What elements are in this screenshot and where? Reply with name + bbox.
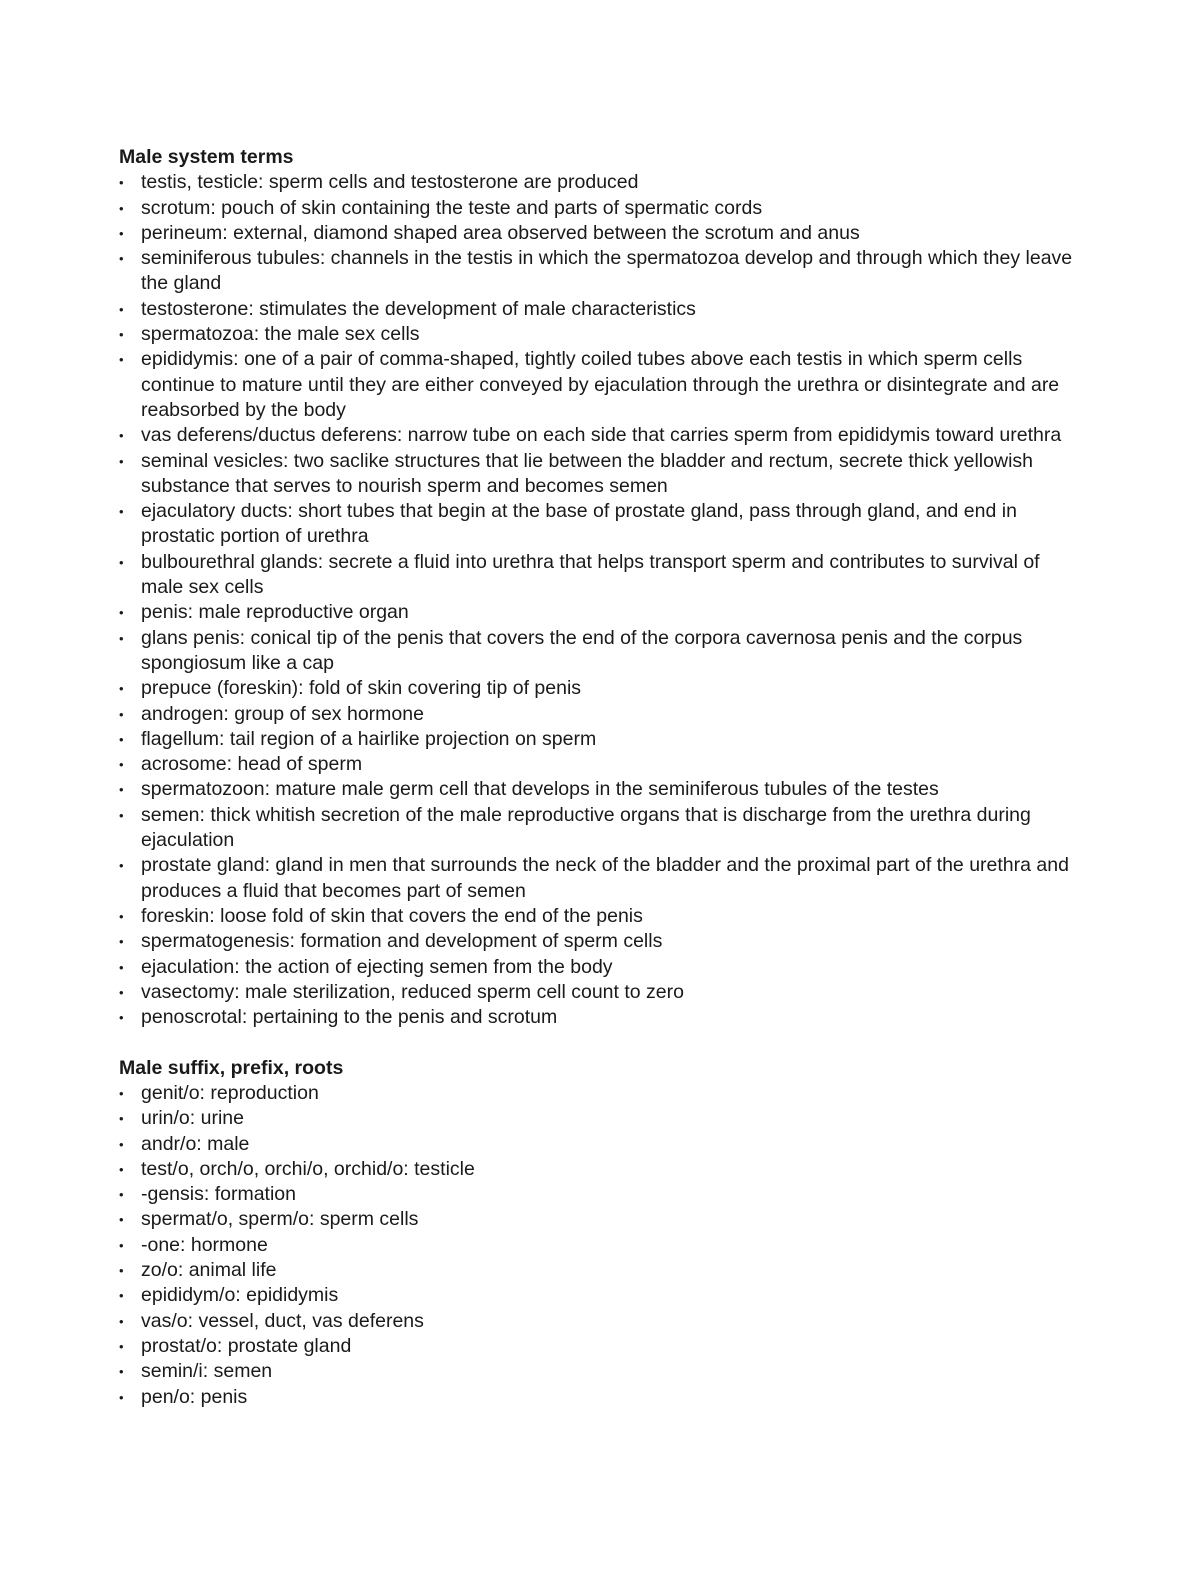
bullet-icon: • [119, 1364, 124, 1380]
bullet-icon: • [119, 706, 124, 722]
list-item-text: spermatozoa: the male sex cells [141, 323, 420, 346]
bullet-icon: • [119, 1212, 124, 1228]
list-item [119, 980, 1079, 1005]
bullet-icon: • [119, 175, 124, 191]
list-item [119, 1132, 1079, 1157]
list-item [119, 1207, 1079, 1232]
list-item [119, 929, 1079, 954]
list-item-text: urin/o: urine [141, 1107, 244, 1130]
section-male-system-terms [119, 145, 1079, 1030]
list-item [119, 955, 1079, 980]
list-item-text: vas deferens/ductus deferens: narrow tube on each side that carries sperm from epididymis toward urethra [141, 424, 1062, 447]
section-title: Male suffix, prefix, roots [119, 1056, 344, 1079]
list-item [119, 297, 1079, 322]
bullet-icon: • [119, 681, 124, 697]
list-item-text: acrosome: head of sperm [141, 753, 363, 776]
list-item [119, 626, 1079, 677]
list-item [119, 1359, 1079, 1384]
list-item [119, 550, 1079, 601]
list-item [119, 1258, 1079, 1283]
list-item [119, 1334, 1079, 1359]
bullet-icon: • [119, 782, 124, 798]
term-list [119, 1081, 1079, 1410]
list-item-text: zo/o: animal life [141, 1259, 277, 1282]
list-item [119, 246, 1079, 297]
bullet-icon: • [119, 934, 124, 950]
list-item [119, 702, 1079, 727]
bullet-icon: • [119, 352, 124, 368]
list-item [119, 904, 1079, 929]
list-item-text: andr/o: male [141, 1132, 250, 1155]
list-item [119, 1081, 1079, 1106]
list-item [119, 1182, 1079, 1207]
bullet-icon: • [119, 1263, 124, 1279]
bullet-icon: • [119, 504, 124, 520]
list-item [119, 221, 1079, 246]
bullet-icon: • [119, 858, 124, 874]
bullet-icon: • [119, 1161, 124, 1177]
list-item-text: testosterone: stimulates the development of male characteristics [141, 297, 696, 320]
list-item [119, 803, 1079, 854]
list-item-text: scrotum: pouch of skin containing the teste and parts of spermatic cords [141, 196, 763, 219]
list-item-text: pen/o: penis [141, 1385, 248, 1408]
bullet-icon: • [119, 630, 124, 646]
list-item-text: -one: hormone [141, 1233, 268, 1256]
bullet-icon: • [119, 1389, 124, 1405]
bullet-icon: • [119, 1338, 124, 1354]
list-item [119, 1309, 1079, 1334]
bullet-icon: • [119, 225, 124, 241]
list-item [119, 777, 1079, 802]
list-item [119, 449, 1079, 500]
list-item-text: foreskin: loose fold of skin that covers the end of the penis [141, 904, 643, 927]
bullet-icon: • [119, 327, 124, 343]
list-item-text: epididymis: one of a pair of comma-shaped, tightly coiled tubes above each testis in which sperm cells continue to mature until they are either conveyed by ejaculation through the urethra or disintegrate and are reabsorbed by the body [141, 348, 1060, 421]
list-item-text: spermat/o, sperm/o: sperm cells [141, 1208, 419, 1231]
list-item [119, 499, 1079, 550]
bullet-icon: • [119, 1313, 124, 1329]
list-item-text: spermatogenesis: formation and development of sperm cells [141, 930, 663, 953]
list-item-text: ejaculatory ducts: short tubes that begin at the base of prostate gland, pass through gland, and end in prostatic portion of urethra [141, 500, 1017, 548]
list-item [119, 322, 1079, 347]
bullet-icon: • [119, 428, 124, 444]
list-item [119, 170, 1079, 195]
list-item-text: testis, testicle: sperm cells and testosterone are produced [141, 171, 639, 194]
list-item-text: semen: thick whitish secretion of the male reproductive organs that is discharge from the urethra during ejaculation [141, 803, 1031, 852]
bullet-icon: • [119, 453, 124, 469]
list-item-text: spermatozoon: mature male germ cell that develops in the seminiferous tubules of the testes [141, 778, 939, 801]
list-item [119, 1157, 1079, 1182]
list-item-text: penis: male reproductive organ [141, 601, 409, 624]
list-item [119, 676, 1079, 701]
list-item-text: seminal vesicles: two saclike structures that lie between the bladder and rectum, secrete thick yellowish substance that serves to nourish sperm and becomes semen [141, 449, 1033, 497]
list-item-text: penoscrotal: pertaining to the penis and scrotum [141, 1006, 558, 1029]
bullet-icon: • [119, 605, 124, 621]
list-item-text: epididym/o: epididymis [141, 1284, 339, 1307]
bullet-icon: • [119, 807, 124, 823]
bullet-icon: • [119, 1010, 124, 1026]
list-item-text: prostat/o: prostate gland [141, 1334, 352, 1357]
bullet-icon: • [119, 200, 124, 216]
bullet-icon: • [119, 1111, 124, 1127]
list-item-text: seminiferous tubules: channels in the testis in which the spermatozoa develop and through which they leave the gland [141, 247, 1073, 295]
bullet-icon: • [119, 1187, 124, 1203]
list-item [119, 853, 1079, 904]
section-title: Male system terms [119, 146, 294, 168]
list-item-text: vasectomy: male sterilization, reduced sperm cell count to zero [141, 980, 684, 1003]
list-item-text: glans penis: conical tip of the penis that covers the end of the corpora cavernosa penis and the corpus spongiosum like a cap [141, 626, 1023, 674]
list-item [119, 1385, 1079, 1410]
bullet-icon: • [119, 731, 124, 747]
list-item-text: semin/i: semen [141, 1360, 273, 1383]
bullet-icon: • [119, 984, 124, 1000]
list-item [119, 752, 1079, 777]
bullet-icon: • [119, 1237, 124, 1253]
list-item-text: perineum: external, diamond shaped area observed between the scrotum and anus [141, 221, 860, 244]
section-male-suffix-prefix-roots [119, 1056, 1079, 1410]
list-item [119, 423, 1079, 448]
bullet-icon: • [119, 1288, 124, 1304]
list-item-text: prepuce (foreskin): fold of skin covering tip of penis [141, 677, 582, 700]
list-item-text: flagellum: tail region of a hairlike projection on sperm [141, 727, 597, 750]
bullet-icon: • [119, 959, 124, 975]
list-item [119, 1106, 1079, 1131]
list-item-text: genit/o: reproduction [141, 1081, 319, 1104]
section-spacer [119, 1030, 1079, 1055]
term-list [119, 170, 1079, 1030]
list-item-text: -gensis: formation [141, 1183, 296, 1206]
list-item-text: ejaculation: the action of ejecting semen from the body [141, 955, 613, 978]
bullet-icon: • [119, 251, 124, 267]
list-item [119, 600, 1079, 625]
list-item-text: test/o, orch/o, orchi/o, orchid/o: testicle [141, 1157, 475, 1180]
document-page [119, 145, 1079, 1410]
list-item [119, 1005, 1079, 1030]
bullet-icon: • [119, 554, 124, 570]
list-item-text: vas/o: vessel, duct, vas deferens [141, 1309, 424, 1332]
bullet-icon: • [119, 757, 124, 773]
list-item [119, 1283, 1079, 1308]
bullet-icon: • [119, 908, 124, 924]
bullet-icon: • [119, 1136, 124, 1152]
list-item [119, 727, 1079, 752]
list-item-text: androgen: group of sex hormone [141, 702, 424, 725]
list-item [119, 196, 1079, 221]
list-item [119, 1233, 1079, 1258]
bullet-icon: • [119, 1085, 124, 1101]
bullet-icon: • [119, 301, 124, 317]
list-item-text: prostate gland: gland in men that surrounds the neck of the bladder and the proximal part of the urethra and produces a fluid that becomes part of semen [141, 854, 1069, 902]
list-item-text: bulbourethral glands: secrete a fluid into urethra that helps transport sperm and contributes to survival of male sex cells [141, 550, 1040, 599]
list-item [119, 347, 1079, 423]
